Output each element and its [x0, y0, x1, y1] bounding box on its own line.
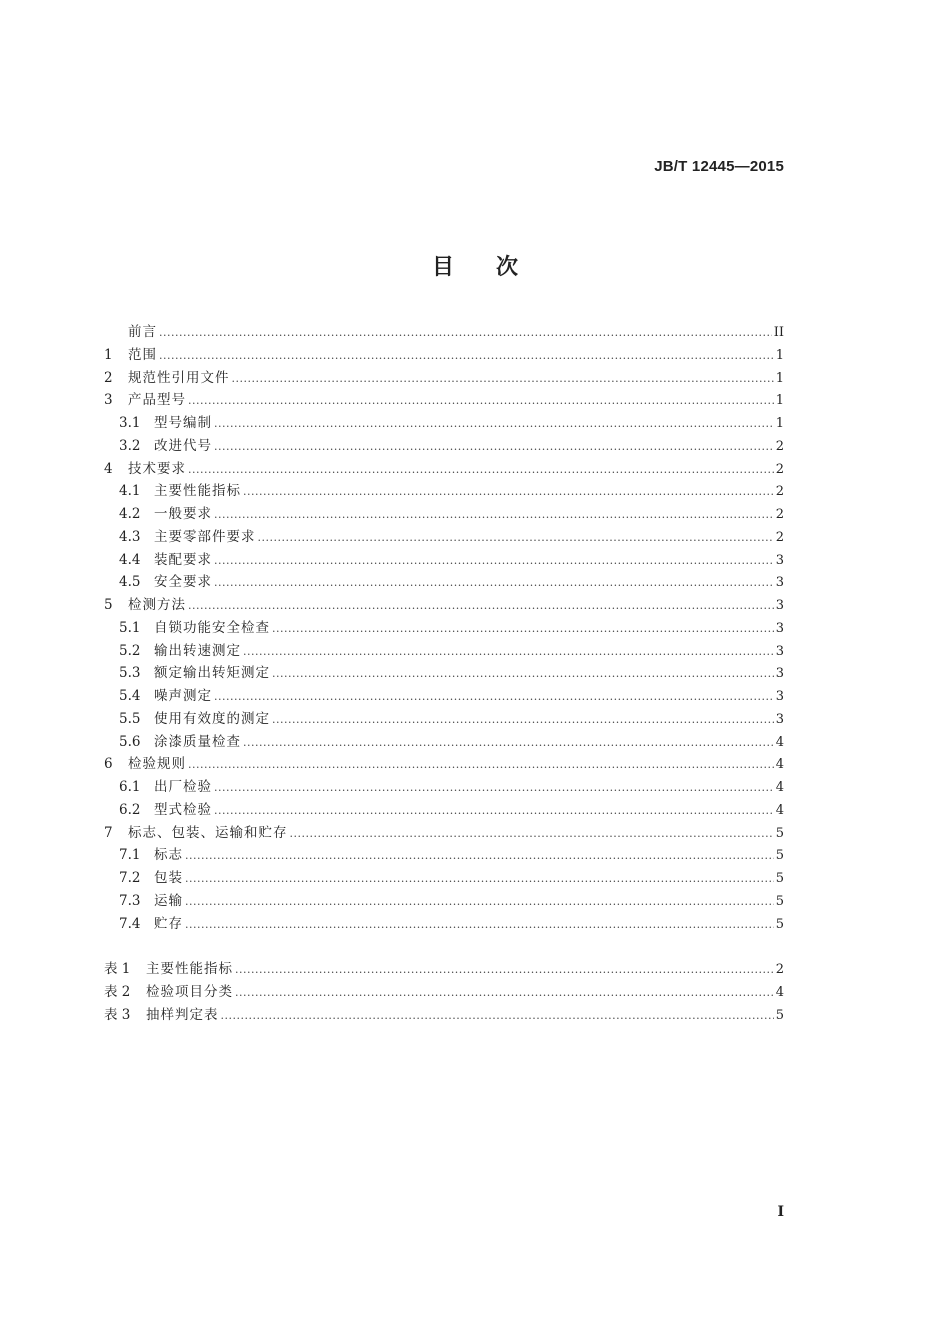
dot-leader: [188, 464, 774, 475]
entry-page: 1: [775, 370, 784, 386]
toc-entry[interactable]: [104, 525, 784, 548]
entry-page: 4: [775, 757, 784, 773]
entry-page: 2: [775, 438, 784, 454]
entry-title: 涂漆质量检查: [154, 733, 241, 750]
entry-page: 5: [775, 825, 784, 841]
entry-page: 3: [775, 711, 784, 727]
entry-number: 表 2: [104, 983, 131, 1000]
toc-entry[interactable]: [104, 798, 784, 821]
dot-leader: [185, 896, 774, 907]
toc-entry[interactable]: [104, 479, 784, 502]
toc-entry[interactable]: [104, 434, 784, 457]
entry-title: 范围: [128, 346, 157, 363]
list-of-tables: [104, 957, 784, 1025]
entry-page: II: [773, 325, 784, 340]
entry-page: 2: [775, 484, 784, 500]
table-entry[interactable]: [104, 957, 784, 980]
table-entry[interactable]: [104, 980, 784, 1003]
entry-number: 7.1: [119, 847, 141, 864]
entry-page: 3: [775, 643, 784, 659]
dot-leader: [188, 600, 774, 611]
toc-entry[interactable]: [104, 366, 784, 389]
dot-leader: [214, 577, 774, 588]
entry-number: 3.1: [119, 415, 141, 431]
entry-number: 6.2: [119, 801, 141, 818]
entry-page: 3: [775, 689, 784, 704]
toc-entry[interactable]: [104, 775, 784, 798]
dot-leader: [243, 486, 774, 497]
toc-entry[interactable]: [104, 821, 784, 844]
table-entry[interactable]: [104, 1003, 784, 1026]
entry-number: 5.2: [119, 642, 141, 659]
dot-leader: [159, 350, 774, 361]
entry-number: 表 3: [104, 1006, 131, 1023]
entry-title: 噪声测定: [154, 688, 212, 704]
entry-number: 5.1: [119, 619, 141, 636]
entry-number: 4.5: [119, 574, 141, 591]
dot-leader: [243, 646, 774, 657]
entry-number: 5.5: [119, 710, 141, 727]
entry-page: 4: [775, 984, 784, 1000]
entry-page: 1: [775, 393, 784, 409]
dot-leader: [214, 509, 774, 520]
page-number: I: [777, 1204, 784, 1220]
entry-page: 3: [775, 620, 784, 636]
dot-leader: [214, 691, 774, 702]
entry-number: 7.3: [119, 892, 141, 909]
dot-leader: [272, 714, 774, 725]
toc-entry[interactable]: [104, 548, 784, 571]
entry-page: 3: [775, 575, 784, 591]
entry-title: 标志、包装、运输和贮存: [128, 824, 288, 841]
dot-leader: [235, 964, 774, 975]
toc-entry[interactable]: [104, 616, 784, 639]
entry-title: 自锁功能安全检查: [154, 619, 270, 636]
entry-page: 3: [775, 552, 784, 568]
toc-entry[interactable]: [104, 889, 784, 912]
entry-page: 1: [775, 347, 784, 363]
toc-entry[interactable]: [104, 388, 784, 411]
entry-title: 装配要求: [154, 551, 212, 568]
entry-page: 5: [775, 871, 784, 886]
entry-page: 4: [775, 780, 784, 795]
entry-title: 额定输出转矩测定: [154, 665, 270, 682]
entry-title: 检验项目分类: [146, 983, 233, 1000]
entry-page: 4: [775, 734, 784, 750]
entry-title: 主要零部件要求: [154, 528, 256, 545]
entry-number: 7.4: [119, 915, 141, 932]
toc-entry[interactable]: [104, 457, 784, 480]
entry-title: 型式检验: [154, 801, 212, 818]
entry-title: 出厂检验: [154, 779, 212, 795]
entry-title: 主要性能指标: [146, 961, 233, 977]
toc-entry[interactable]: [104, 502, 784, 525]
dot-leader: [235, 987, 774, 998]
entry-page: 1: [775, 416, 784, 431]
entry-number: 4.4: [119, 551, 141, 568]
entry-title: 使用有效度的测定: [154, 710, 270, 727]
dot-leader: [258, 532, 774, 543]
page-title: 目次: [431, 255, 560, 280]
entry-page: 3: [775, 666, 784, 682]
entry-number: 3: [104, 392, 113, 409]
toc-entry[interactable]: [104, 843, 784, 866]
entry-title: 规范性引用文件: [128, 369, 230, 386]
toc-entry[interactable]: [104, 639, 784, 662]
toc-entry[interactable]: [104, 411, 784, 434]
entry-title: 前言: [128, 324, 157, 340]
toc-entry[interactable]: [104, 570, 784, 593]
entry-number: 5.4: [119, 688, 141, 704]
entry-page: 2: [775, 529, 784, 545]
entry-title: 检验规则: [128, 756, 186, 773]
dot-leader: [214, 441, 774, 452]
entry-title: 主要性能指标: [154, 483, 241, 500]
toc-entry[interactable]: [104, 752, 784, 775]
toc-entry[interactable]: [104, 707, 784, 730]
entry-page: 2: [775, 962, 784, 977]
entry-number: 4.3: [119, 528, 141, 545]
entry-number: 7: [104, 824, 113, 841]
entry-page: 2: [775, 461, 784, 477]
entry-title: 一般要求: [154, 506, 212, 522]
entry-number: 3.2: [119, 437, 141, 454]
entry-number: 表 1: [104, 961, 131, 977]
entry-page: 5: [775, 893, 784, 909]
entry-title: 产品型号: [128, 392, 186, 409]
dot-leader: [221, 1010, 774, 1021]
dot-leader: [185, 919, 774, 930]
toc-entry[interactable]: [104, 320, 784, 343]
entry-title: 抽样判定表: [146, 1006, 219, 1023]
dot-leader: [243, 737, 774, 748]
toc-entry[interactable]: [104, 661, 784, 684]
entry-title: 贮存: [154, 915, 183, 932]
entry-title: 安全要求: [154, 574, 212, 591]
entry-number: 6.1: [119, 779, 141, 795]
dot-leader: [214, 418, 774, 429]
entry-title: 检测方法: [128, 597, 186, 613]
dot-leader: [185, 873, 774, 884]
toc-entry[interactable]: [104, 912, 784, 935]
standard-number: JB/T 12445—2015: [654, 158, 784, 175]
entry-title: 运输: [154, 892, 183, 909]
toc-entry[interactable]: [104, 593, 784, 616]
entry-page: 5: [775, 848, 784, 864]
entry-number: 4.2: [119, 506, 141, 522]
entry-page: 5: [775, 916, 784, 932]
dot-leader: [188, 395, 774, 406]
entry-title: 型号编制: [154, 415, 212, 431]
entry-number: 1: [104, 346, 113, 363]
entry-page: 4: [775, 802, 784, 818]
dot-leader: [185, 850, 774, 861]
dot-leader: [290, 828, 774, 839]
entry-page: 2: [775, 507, 784, 522]
entry-title: 改进代号: [154, 437, 212, 454]
entry-number: 2: [104, 369, 113, 386]
entry-number: 4: [104, 460, 113, 477]
entry-number: 5: [104, 597, 113, 613]
dot-leader: [188, 759, 774, 770]
dot-leader: [214, 805, 774, 816]
dot-leader: [214, 555, 774, 566]
entry-title: 标志: [154, 847, 183, 864]
dot-leader: [272, 668, 774, 679]
entry-number: 5.6: [119, 733, 141, 750]
entry-number: 7.2: [119, 870, 141, 886]
toc-entry[interactable]: [104, 343, 784, 366]
dot-leader: [272, 623, 774, 634]
toc-entry[interactable]: [104, 684, 784, 707]
toc-entry[interactable]: [104, 866, 784, 889]
entry-title: 包装: [154, 870, 183, 886]
dot-leader: [159, 327, 772, 338]
entry-number: 4.1: [119, 483, 141, 500]
toc-entry[interactable]: [104, 730, 784, 753]
dot-leader: [214, 782, 774, 793]
entry-page: 5: [775, 1007, 784, 1023]
table-of-contents: [104, 320, 784, 934]
entry-number: 5.3: [119, 665, 141, 682]
entry-page: 3: [775, 598, 784, 613]
entry-title: 输出转速测定: [154, 642, 241, 659]
entry-number: 6: [104, 756, 113, 773]
dot-leader: [232, 373, 774, 384]
entry-title: 技术要求: [128, 460, 186, 477]
